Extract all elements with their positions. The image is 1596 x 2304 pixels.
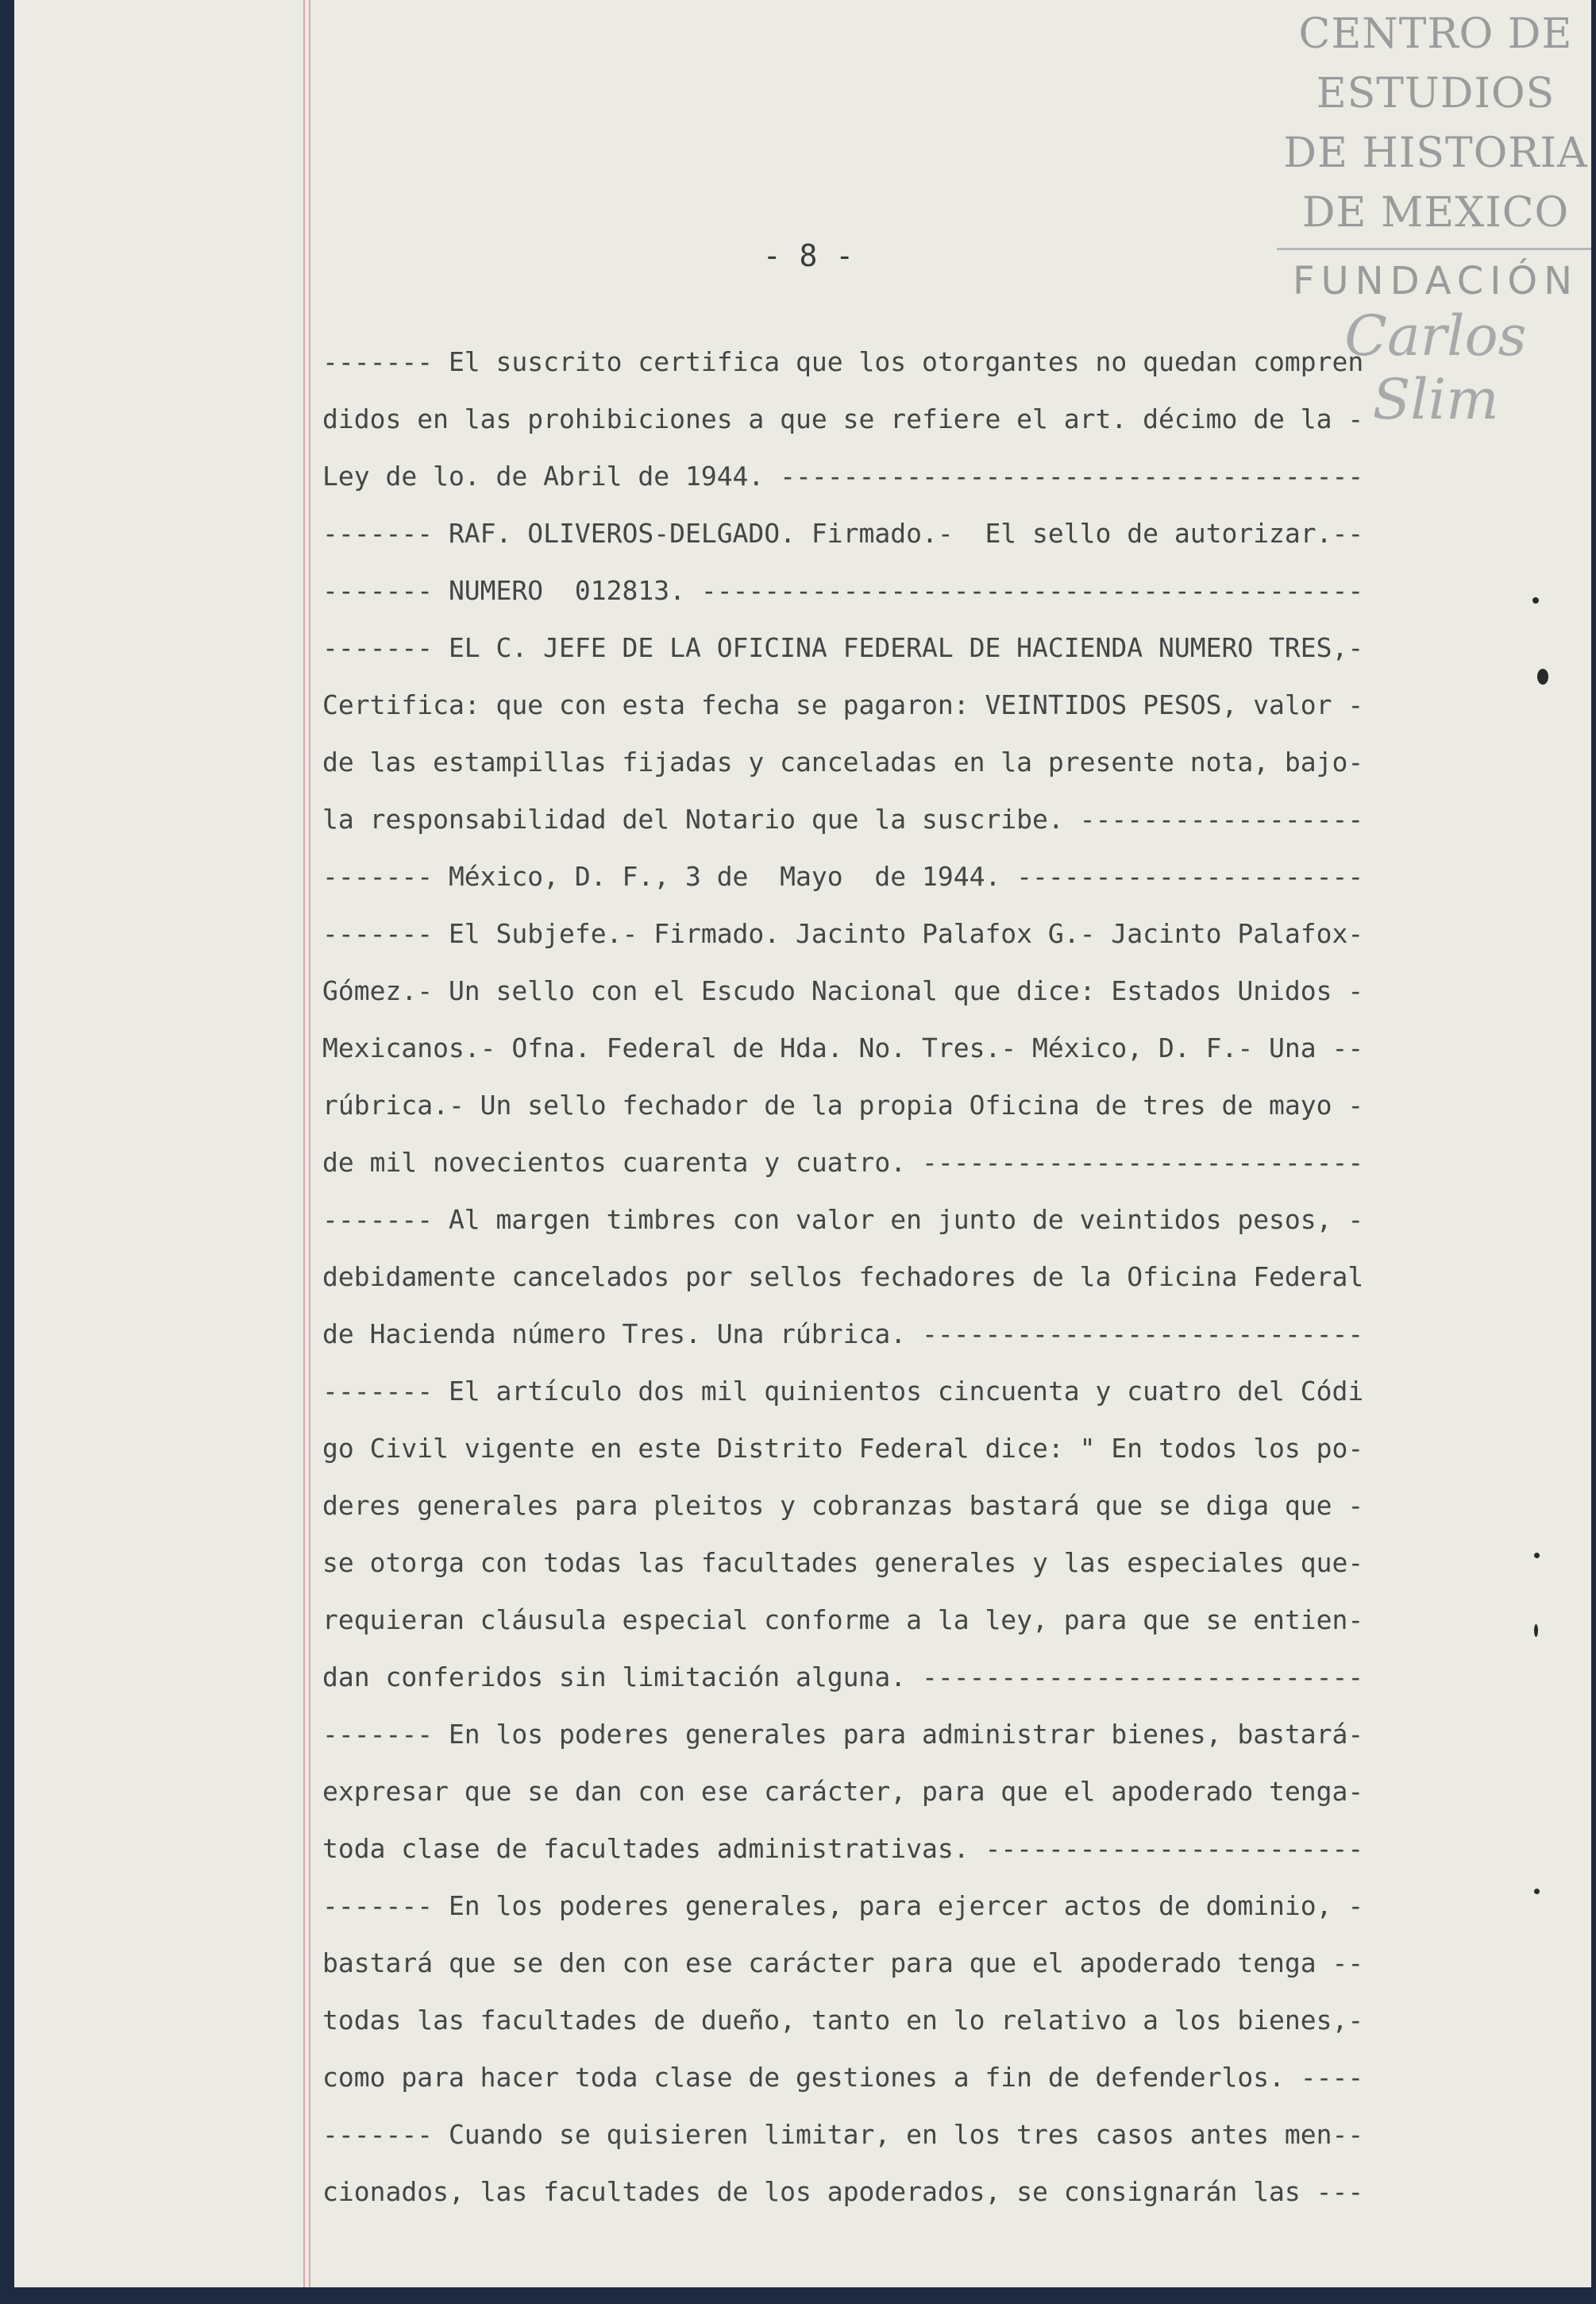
text-line: ------- El Subjefe.- Firmado. Jacinto Palafox G.- Jacinto Palafox- bbox=[322, 918, 1364, 949]
text-line: Mexicanos.- Ofna. Federal de Hda. No. Tres.- México, D. F.- Una -- bbox=[322, 1032, 1364, 1063]
text-line: Gómez.- Un sello con el Escudo Nacional que dice: Estados Unidos - bbox=[322, 975, 1364, 1006]
text-line: ------- En los poderes generales, para ejercer actos de dominio, - bbox=[322, 1890, 1364, 1921]
text-line: cionados, las facultades de los apoderados, se consignarán las --- bbox=[322, 2176, 1364, 2207]
text-line: de mil novecientos cuarenta y cuatro. ---------------------------- bbox=[322, 1147, 1364, 1178]
text-line: toda clase de facultades administrativas. ------------------------ bbox=[322, 1833, 1364, 1864]
watermark-line-4: DE MEXICO bbox=[1301, 189, 1570, 237]
margin-rule-right bbox=[309, 0, 310, 2287]
text-line: ------- Cuando se quisieren limitar, en los tres casos antes men-- bbox=[322, 2119, 1364, 2150]
text-line: ------- Al margen timbres con valor en junto de veintidos pesos, - bbox=[322, 1204, 1364, 1235]
paper-speck bbox=[1532, 597, 1539, 604]
text-line: deres generales para pleitos y cobranzas bastará que se diga que - bbox=[322, 1490, 1364, 1521]
text-line: bastará que se den con ese carácter para que el apoderado tenga -- bbox=[322, 1947, 1364, 1978]
paper-speck bbox=[1537, 669, 1548, 685]
text-line: ------- En los poderes generales para administrar bienes, bastará- bbox=[322, 1719, 1364, 1750]
text-line: de las estampillas fijadas y canceladas en la presente nota, bajo- bbox=[322, 747, 1364, 778]
text-line: se otorga con todas las facultades generales y las especiales que- bbox=[322, 1547, 1364, 1578]
text-line: ------- El artículo dos mil quinientos cincuenta y cuatro del Códi bbox=[322, 1376, 1364, 1407]
watermark-signature: Carlos Slim bbox=[1344, 303, 1527, 432]
text-line: dan conferidos sin limitación alguna. ---------------------------- bbox=[322, 1661, 1364, 1692]
watermark-line-3: DE HISTORIA bbox=[1283, 129, 1588, 177]
page-number: - 8 - bbox=[762, 238, 854, 273]
document-page bbox=[14, 0, 1591, 2287]
text-line: Certifica: que con esta fecha se pagaron: VEINTIDOS PESOS, valor - bbox=[322, 689, 1364, 720]
text-line: como para hacer toda clase de gestiones a fin de defenderlos. ---- bbox=[322, 2062, 1364, 2093]
text-line: didos en las prohibiciones a que se refiere el art. décimo de la - bbox=[322, 403, 1364, 434]
text-line: ------- NUMERO 012813. ------------------------------------------ bbox=[322, 575, 1364, 606]
text-line: todas las facultades de dueño, tanto en lo relativo a los bienes,- bbox=[322, 2005, 1364, 2036]
text-line: rúbrica.- Un sello fechador de la propia Oficina de tres de mayo - bbox=[322, 1090, 1364, 1121]
margin-rule-left bbox=[303, 0, 305, 2287]
text-line: ------- RAF. OLIVEROS-DELGADO. Firmado.- El sello de autorizar.-- bbox=[322, 518, 1364, 549]
text-line: go Civil vigente en este Distrito Federal dice: " En todos los po- bbox=[322, 1433, 1364, 1464]
text-line: la responsabilidad del Notario que la suscribe. ------------------ bbox=[322, 804, 1364, 835]
text-line: ------- EL C. JEFE DE LA OFICINA FEDERAL DE HACIENDA NUMERO TRES,- bbox=[322, 632, 1364, 663]
paper-speck bbox=[1534, 1624, 1538, 1637]
typed-text-body bbox=[322, 334, 1466, 2221]
watermark-line-2: ESTUDIOS bbox=[1316, 70, 1556, 118]
text-line: ------- México, D. F., 3 de Mayo de 1944. ---------------------- bbox=[322, 861, 1364, 892]
watermark-divider bbox=[1277, 248, 1591, 250]
paper-speck bbox=[1534, 1889, 1540, 1894]
text-line: requieran cláusula especial conforme a la ley, para que se entien- bbox=[322, 1604, 1364, 1635]
text-line: de Hacienda número Tres. Una rúbrica. ---------------------------- bbox=[322, 1318, 1364, 1349]
text-line: ------- El suscrito certifica que los otorgantes no quedan compren bbox=[322, 346, 1364, 377]
paper-speck bbox=[1534, 1553, 1540, 1558]
text-line: expresar que se dan con ese carácter, para que el apoderado tenga- bbox=[322, 1776, 1364, 1807]
text-line: Ley de lo. de Abril de 1944. ------------------------------------- bbox=[322, 461, 1364, 492]
watermark-line-1: CENTRO DE bbox=[1298, 10, 1573, 58]
watermark-foundation: FUNDACIÓN bbox=[1292, 259, 1579, 303]
text-line: debidamente cancelados por sellos fechadores de la Oficina Federal bbox=[322, 1261, 1364, 1292]
